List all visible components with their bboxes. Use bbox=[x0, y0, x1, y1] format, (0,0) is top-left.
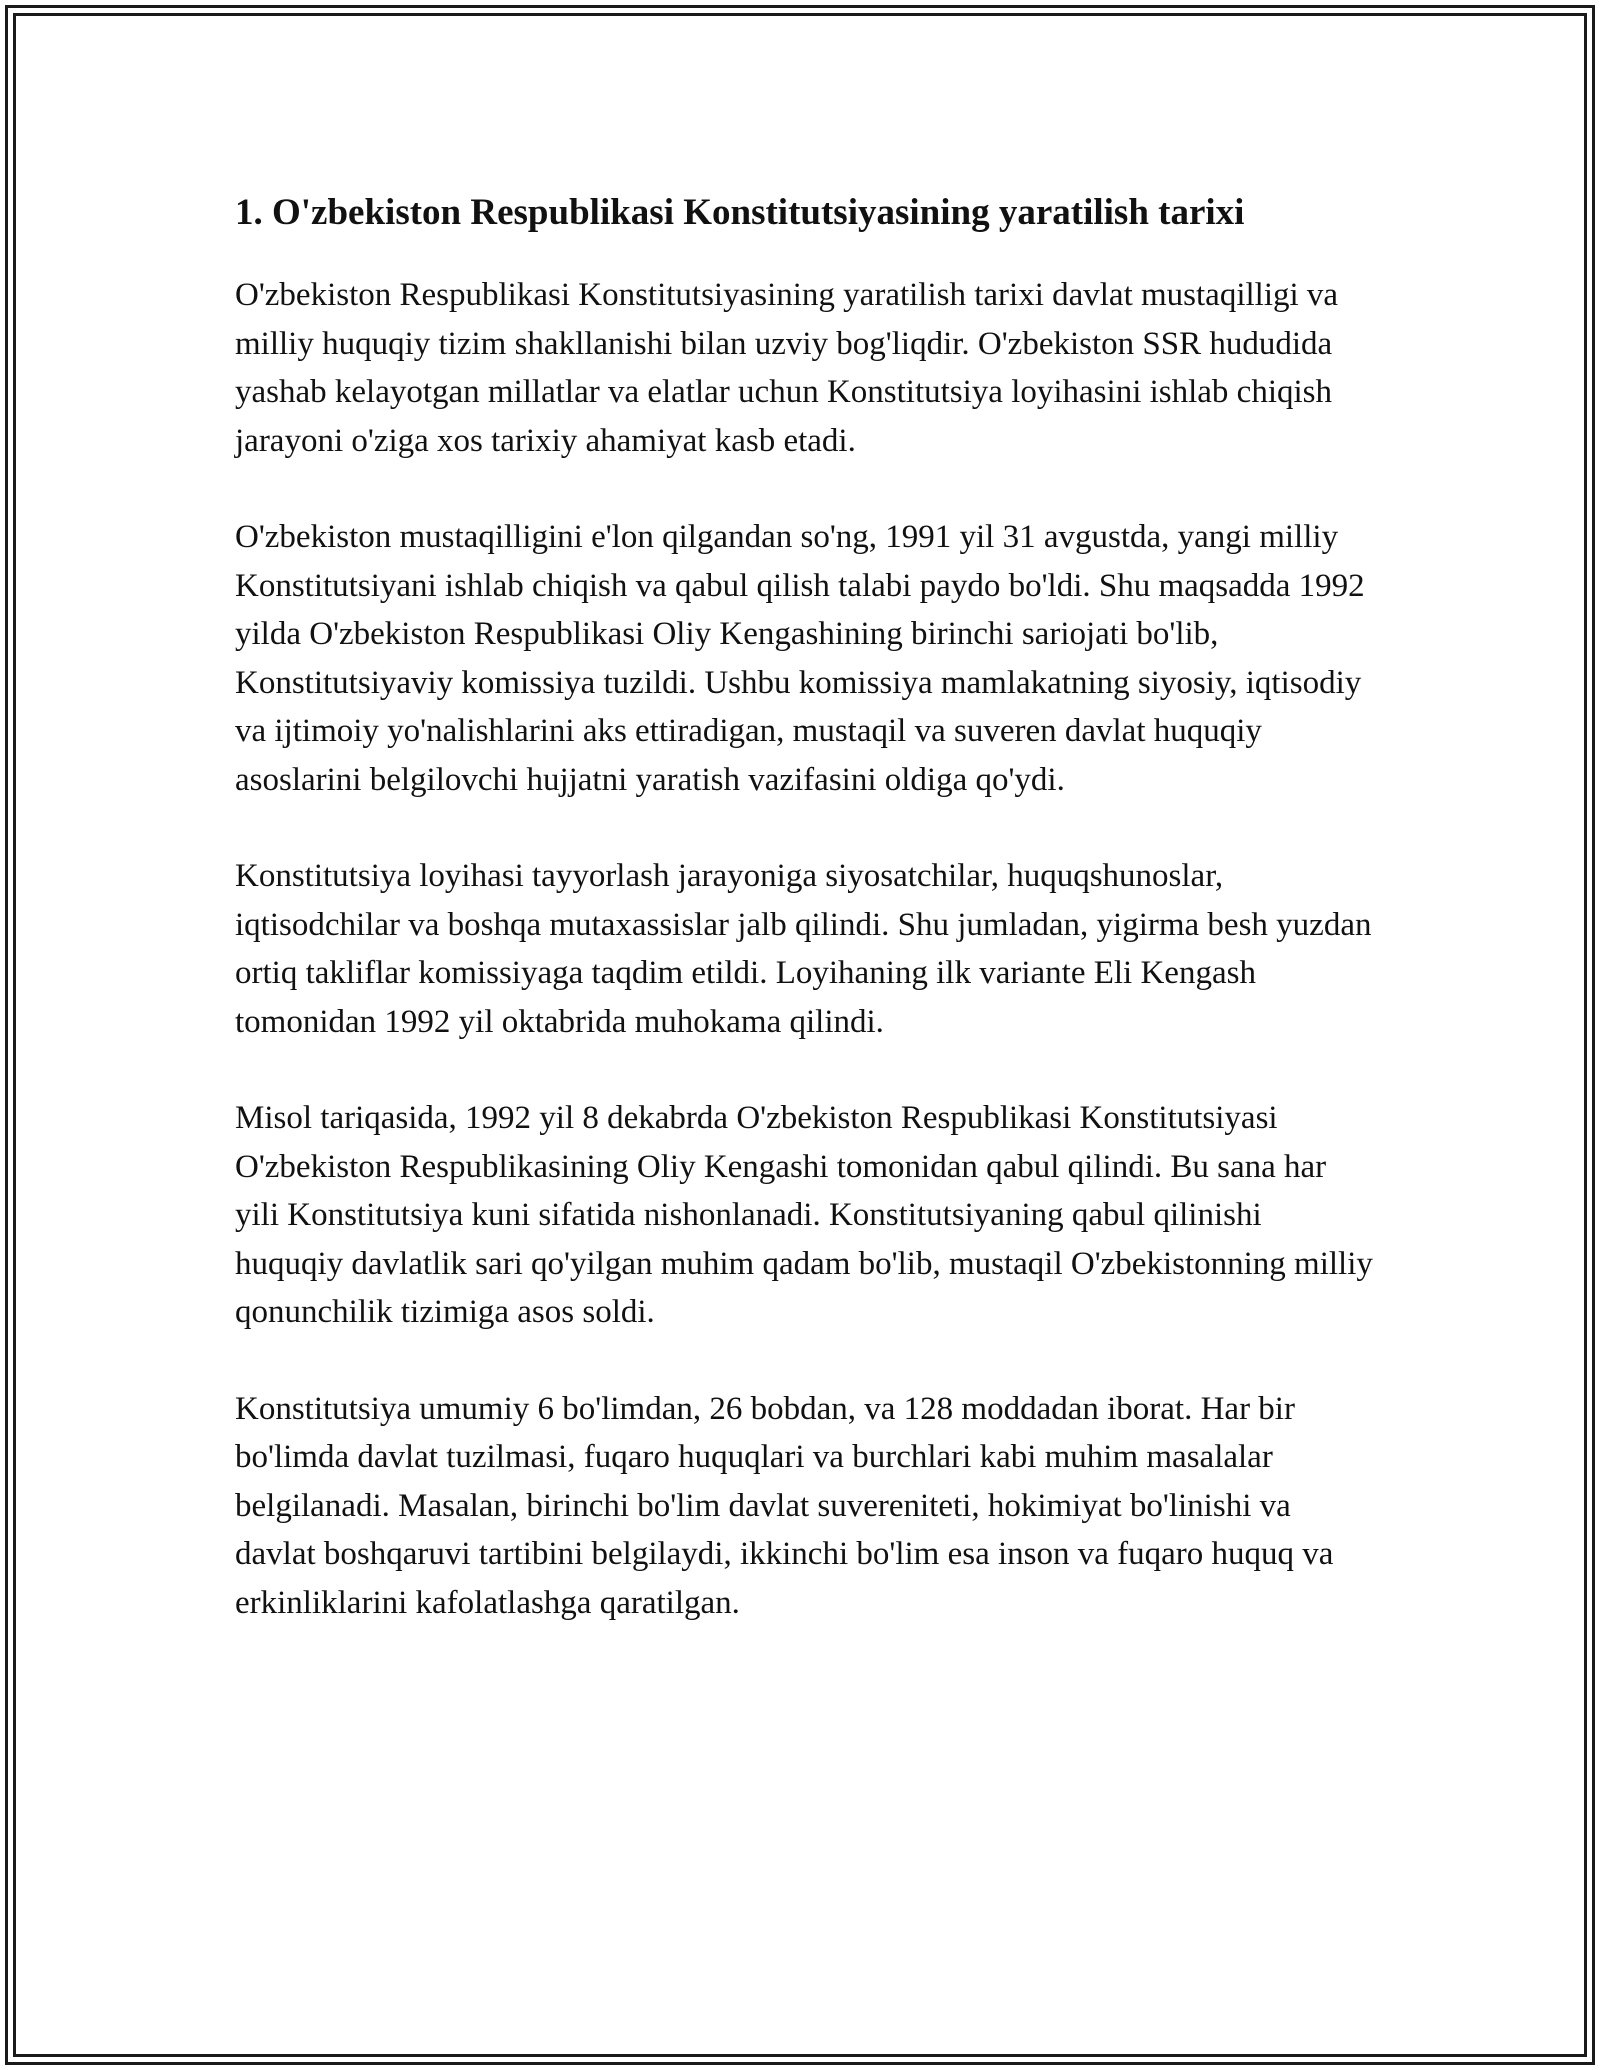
section-heading: 1. O'zbekiston Respublikasi Konstitutsiyasining yaratilish tarixi bbox=[235, 192, 1245, 233]
paragraph-5: Konstitutsiya umumiy 6 bo'limdan, 26 bobdan, va 128 moddadan iborat. Har bir bo'limda davlat tuzilmasi, fuqaro huquqlari va burchlari kabi muhim masalalar belgilanadi. Masalan, birinchi bo'lim davlat suvereniteti, hokimiyat bo'linishi va davlat boshqaruvi tartibini belgilaydi, ikkinchi bo'lim esa inson va fuqaro huquq va erkinliklarini kafolatlashga qaratilgan. bbox=[235, 1390, 1334, 1621]
document-body bbox=[235, 185, 1375, 1675]
paragraph-2: O'zbekiston mustaqilligini e'lon qilgandan so'ng, 1991 yil 31 avgustda, yangi milliy Konstitutsiyani ishlab chiqish va qabul qilish talabi paydo bo'ldi. Shu maqsadda 1992 yilda O'zbekiston Respublikasi Oliy Kengashining birinchi sariojati bo'lib, Konstitutsiyaviy komissiya tuzildi. Ushbu komissiya mamlakatning siyosiy, iqtisodiy va ijtimoiy yo'nalishlarini aks ettiradigan, mustaqil va suveren davlat huquqiy asoslarini belgilovchi hujjatni yaratish vazifasini oldiga qo'ydi. bbox=[235, 519, 1365, 798]
paragraph-3: Konstitutsiya loyihasi tayyorlash jarayoniga siyosatchilar, huquqshunoslar, iqtisodchilar va boshqa mutaxassislar jalb qilindi. Shu jumladan, yigirma besh yuzdan ortiq takliflar komissiyaga taqdim etildi. Loyihaning ilk variante Eli Kengash tomonidan 1992 yil oktabrida muhokama qilindi. bbox=[235, 858, 1372, 1040]
paragraph-4: Misol tariqasida, 1992 yil 8 dekabrda O'zbekiston Respublikasi Konstitutsiyasi O'zbekiston Respublikasining Oliy Kengashi tomonidan qabul qilindi. Bu sana har yili Konstitutsiya kuni sifatida nishonlanadi. Konstitutsiyaning qabul qilinishi huquqiy davlatlik sari qo'yilgan muhim qadam bo'lib, mustaqil O'zbekistonning milliy qonunchilik tizimiga asos soldi. bbox=[235, 1100, 1373, 1330]
paragraph-1: O'zbekiston Respublikasi Konstitutsiyasining yaratilish tarixi davlat mustaqilligi va milliy huquqiy tizim shakllanishi bilan uzviy bog'liqdir. O'zbekiston SSR hududida yashab kelayotgan millatlar va elatlar uchun Konstitutsiya loyihasini ishlab chiqish jarayoni o'ziga xos tarixiy ahamiyat kasb etadi. bbox=[235, 277, 1339, 459]
